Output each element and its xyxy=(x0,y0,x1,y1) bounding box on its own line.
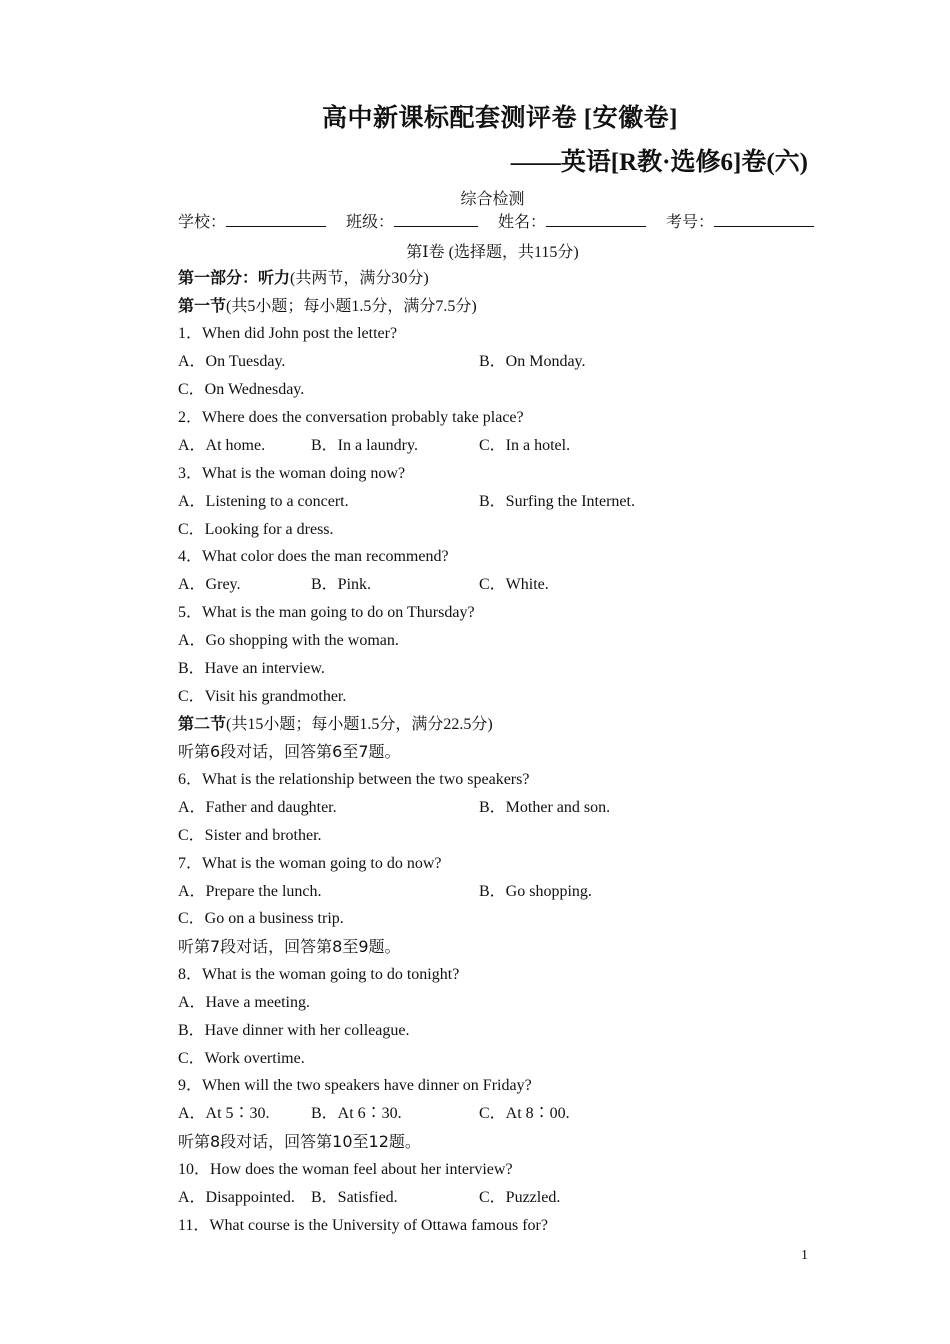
q4-option-c[interactable]: C．White. xyxy=(479,576,549,593)
name-field[interactable]: 姓名： xyxy=(498,211,646,234)
q6-option-a[interactable]: A．Father and daughter. xyxy=(178,799,337,816)
question-2: 2．Where does the conversation probably take place? xyxy=(178,409,524,426)
question-6: 6．What is the relationship between the two speakers? xyxy=(178,771,530,788)
q3-option-b[interactable]: B．Surfing the Internet. xyxy=(479,493,635,510)
q3-option-c[interactable]: C．Looking for a dress. xyxy=(178,521,334,538)
question-4: 4．What color does the man recommend? xyxy=(178,548,449,565)
dialog-8-instruction: 听第8段对话，回答第10至12题。 xyxy=(178,1132,421,1151)
info-fields-row xyxy=(178,211,814,233)
question-3-options-row1 xyxy=(178,491,635,513)
q2-option-c[interactable]: C．In a hotel. xyxy=(479,437,571,454)
section1-heading-line xyxy=(178,295,477,317)
q9-option-b[interactable]: B．At 6∶30. xyxy=(311,1105,402,1122)
question-10-options xyxy=(178,1187,561,1209)
section2-heading-line xyxy=(178,713,493,735)
q8-option-a[interactable]: A．Have a meeting. xyxy=(178,994,310,1011)
q2-option-b[interactable]: B．In a laundry. xyxy=(311,437,418,454)
question-6-options-row1 xyxy=(178,797,611,819)
question-9-options xyxy=(178,1103,570,1125)
exam-title: 高中新课标配套测评卷 [安徽卷] xyxy=(322,105,678,132)
question-4-options xyxy=(178,574,549,596)
q4-option-b[interactable]: B．Pink. xyxy=(311,576,372,593)
q1-option-b[interactable]: B．On Monday. xyxy=(479,353,586,370)
volume-heading: 第Ⅰ卷 (选择题，共115分) xyxy=(406,244,579,261)
section1-note: (共5小题；每小题1.5分，满分7.5分) xyxy=(226,298,477,315)
q10-option-b[interactable]: B．Satisfied. xyxy=(311,1189,398,1206)
question-8: 8．What is the woman going to do tonight? xyxy=(178,966,460,983)
section-name: 综合检测 xyxy=(460,189,525,208)
q6-option-c[interactable]: C．Sister and brother. xyxy=(178,827,322,844)
school-field[interactable]: 学校： xyxy=(178,211,326,234)
q9-option-c[interactable]: C．At 8∶00. xyxy=(479,1105,570,1122)
q2-option-a[interactable]: A．At home. xyxy=(178,437,266,454)
section1-heading: 第一节 xyxy=(178,296,227,315)
section2-note: (共15小题；每小题1.5分，满分22.5分) xyxy=(226,716,493,733)
question-3: 3．What is the woman doing now? xyxy=(178,465,406,482)
exam-subtitle: ——英语[R教·选修6]卷(六) xyxy=(510,149,808,176)
question-2-options xyxy=(178,435,571,457)
question-1-options-row1 xyxy=(178,351,586,373)
question-11: 11．What course is the University of Ottawa famous for? xyxy=(178,1217,548,1234)
exam-number-field[interactable]: 考号： xyxy=(666,211,814,234)
question-1: 1．When did John post the letter? xyxy=(178,325,398,342)
q5-option-a[interactable]: A．Go shopping with the woman. xyxy=(178,632,399,649)
dialog-6-instruction: 听第6段对话，回答第6至7题。 xyxy=(178,742,401,761)
q1-option-a[interactable]: A．On Tuesday. xyxy=(178,353,286,370)
dialog-7-instruction: 听第7段对话，回答第8至9题。 xyxy=(178,937,401,956)
question-5: 5．What is the man going to do on Thursday? xyxy=(178,604,475,621)
q7-option-b[interactable]: B．Go shopping. xyxy=(479,883,592,900)
question-9: 9．When will the two speakers have dinner on Friday? xyxy=(178,1077,532,1094)
q10-option-c[interactable]: C．Puzzled. xyxy=(479,1189,561,1206)
q10-option-a[interactable]: A．Disappointed. xyxy=(178,1189,295,1206)
q7-option-a[interactable]: A．Prepare the lunch. xyxy=(178,883,322,900)
part1-note: (共两节，满分30分) xyxy=(290,270,429,287)
part1-heading-line xyxy=(178,267,429,289)
question-7-options-row1 xyxy=(178,881,592,903)
part1-heading: 第一部分：听力 xyxy=(178,268,291,287)
question-7: 7．What is the woman going to do now? xyxy=(178,855,442,872)
question-10: 10．How does the woman feel about her interview? xyxy=(178,1161,513,1178)
q4-option-a[interactable]: A．Grey. xyxy=(178,576,241,593)
q7-option-c[interactable]: C．Go on a business trip. xyxy=(178,910,344,927)
q6-option-b[interactable]: B．Mother and son. xyxy=(479,799,611,816)
q9-option-a[interactable]: A．At 5∶30. xyxy=(178,1105,270,1122)
q3-option-a[interactable]: A．Listening to a concert. xyxy=(178,493,349,510)
section2-heading: 第二节 xyxy=(178,714,227,733)
q8-option-b[interactable]: B．Have dinner with her colleague. xyxy=(178,1022,410,1039)
q8-option-c[interactable]: C．Work overtime. xyxy=(178,1050,305,1067)
class-field[interactable]: 班级： xyxy=(346,211,478,234)
q1-option-c[interactable]: C．On Wednesday. xyxy=(178,381,305,398)
q5-option-b[interactable]: B．Have an interview. xyxy=(178,660,325,677)
q5-option-c[interactable]: C．Visit his grandmother. xyxy=(178,688,347,705)
page-number: 1 xyxy=(801,1248,808,1263)
